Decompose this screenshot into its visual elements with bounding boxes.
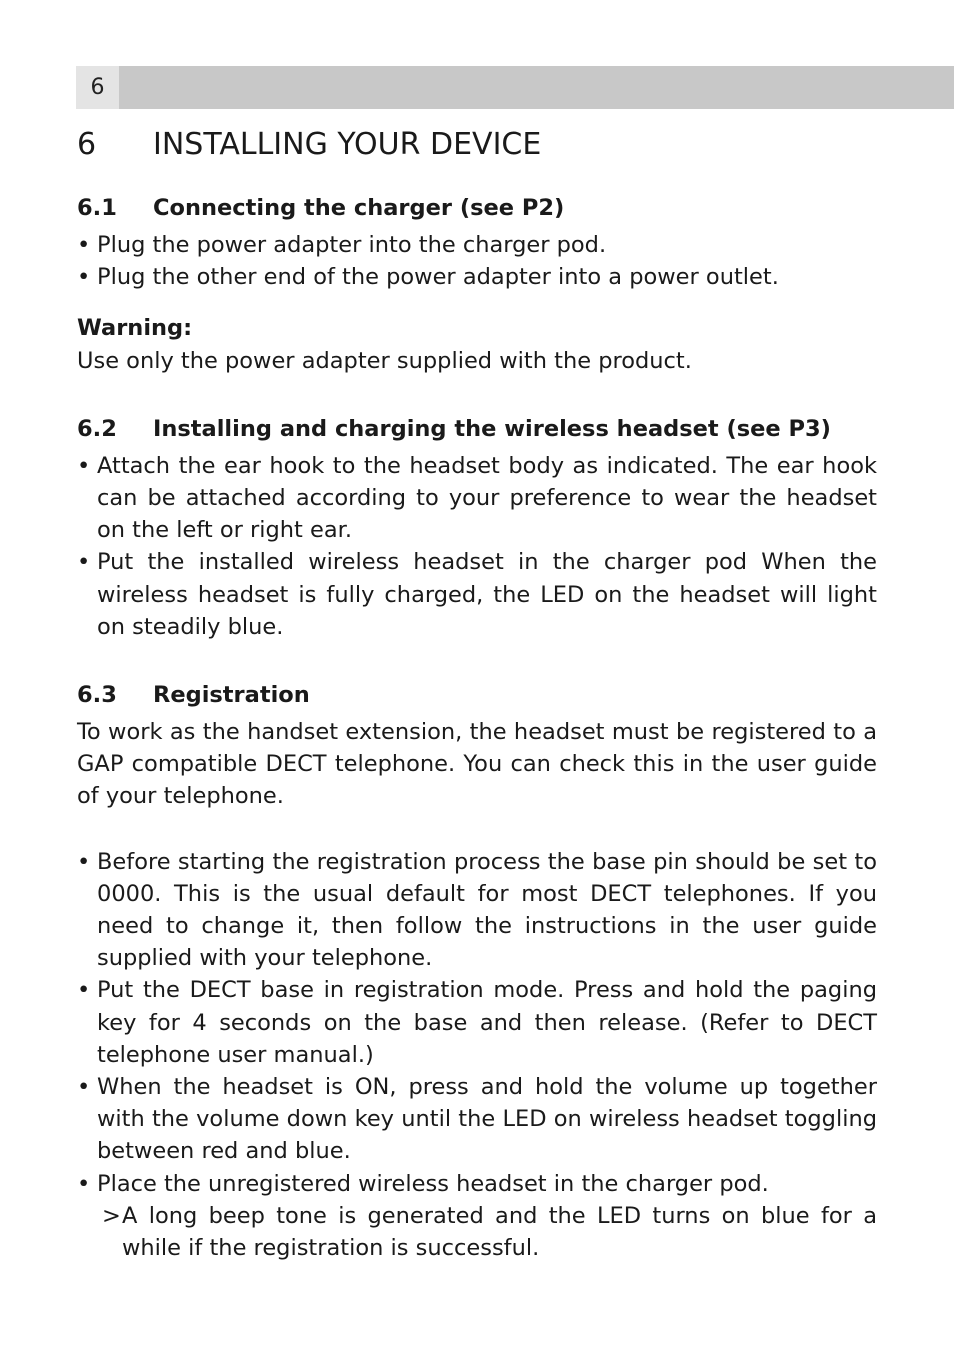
- page-header-bar: [76, 66, 954, 109]
- registration-result: [77, 1200, 877, 1264]
- section-number: 6.3: [77, 682, 117, 709]
- bullet-list: [77, 846, 877, 1200]
- registration-intro: To work as the handset extension, the headset must be registered to a GAP compatible DECT telephone. You can check this in the user guide of your telephone.: [77, 719, 877, 810]
- section-title: Connecting the charger (see P2): [153, 195, 565, 221]
- list-item: • Put the installed wireless headset in the charger pod When the wireless headset is fully charged, the LED on the headset will light on steadily blue.: [77, 546, 877, 643]
- page-content: [77, 124, 877, 1264]
- chapter-title: INSTALLING YOUR DEVICE: [153, 127, 542, 162]
- section-heading-6-1: [77, 192, 877, 224]
- section-title: Installing and charging the wireless headset (see P3): [153, 415, 831, 442]
- section-number: 6.1: [77, 195, 117, 221]
- warning-label: Warning:: [77, 315, 193, 342]
- warning-text: Use only the power adapter supplied with the product.: [77, 347, 692, 374]
- page-number: 6: [76, 66, 119, 109]
- list-item: • When the headset is ON, press and hold the volume up together with the volume down key until the LED on wireless headset toggling between red and blue.: [77, 1071, 877, 1168]
- bullet-list: [77, 229, 877, 293]
- list-item: • Plug the power adapter into the charger pod.: [77, 229, 877, 261]
- chapter-number: 6: [77, 127, 97, 162]
- list-item: • Attach the ear hook to the headset body as indicated. The ear hook can be attached according to your preference to wear the headset on the left or right ear.: [77, 450, 877, 547]
- section-heading-6-2: [77, 413, 877, 445]
- list-item: • Plug the other end of the power adapter into a power outlet.: [77, 261, 877, 293]
- bullet-list: [77, 450, 877, 643]
- result-marker: >: [102, 1202, 121, 1229]
- section-heading-6-3: [77, 679, 877, 711]
- chapter-heading: [77, 124, 877, 166]
- list-item: • Put the DECT base in registration mode. Press and hold the paging key for 4 seconds on the base and then release. (Refer to DECT telephone user manual.): [77, 974, 877, 1071]
- list-item: • Place the unregistered wireless headset in the charger pod.: [77, 1168, 877, 1200]
- section-number: 6.2: [77, 415, 117, 442]
- section-title: Registration: [153, 682, 310, 709]
- result-text: A long beep tone is generated and the LED turns on blue for a while if the registration is successful.: [122, 1202, 877, 1262]
- list-item: • Before starting the registration process the base pin should be set to 0000. This is the usual default for most DECT telephones. If you need to change it, then follow the instructions in the user guide supplied with your telephone.: [77, 846, 877, 975]
